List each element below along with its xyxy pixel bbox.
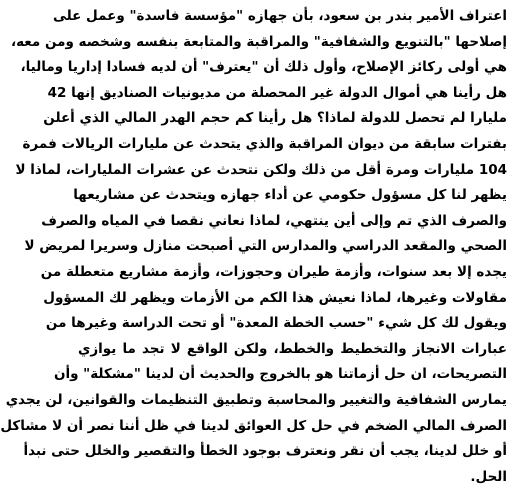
article-line-4: هل رأينا هي أموال الدولة غير المحصلة من مديونيات الصناديق إنها 42 xyxy=(47,84,507,101)
article-line-14: عبارات الانجاز والتخطيط والخطط، ولكن الواقع لا تجد ما يوازي xyxy=(78,340,507,357)
article-line-17: الصرف المالي الضخم في حل كل العوائق لدينا في ظل أننا نصر أن لا مشاكل xyxy=(0,417,507,434)
article-line-18: أو خلل لدينا، يجب أن نقر ونعترف بوجود الخطأ والتقصير والخلل حتى نبدأ xyxy=(23,443,507,460)
article-line-8: يظهر لنا كل مسؤول حكومي عن أداء جهازه ويتحدث عن مشاريعها xyxy=(73,187,507,204)
article-line-12: مقاولات وغيرها، لماذا نعيش هذا الكم من الأزمات ويظهر لك المسؤول xyxy=(43,289,507,306)
article-line-15: التصريحات، ان حل أزماتنا هو بالخروج والحديث أن لدينا "مشكلة" وأن xyxy=(53,366,507,383)
article-line-3: هي أولى ركائز الإصلاح، وأول ذلك أن "يعترف" أن لديه فسادا إداريا وماليا، xyxy=(20,59,507,76)
article-line-19: الحل. xyxy=(470,468,507,485)
article-line-5: مليارا لم تحصل للدولة لماذا؟ هل رأينا كم حجم الهدر المالي الذي أعلن xyxy=(43,110,507,127)
article-line-16: يمارس الشفافية والتغيير والمحاسبة وتطبيق التنظيمات والقوانين، لن يجدي xyxy=(5,391,507,408)
article-line-7: 104 مليارات ومرة أقل من ذلك ولكن نتحدث عن عشرات المليارات، لماذا لا xyxy=(15,161,507,178)
article-line-1: اعتراف الأمير بندر بن سعود، بأن جهازه "مؤسسة فاسدة" وعمل على xyxy=(52,8,507,24)
article-line-9: والصرف الذي تم وإلى أين ينتهي، لماذا نعاني نقصا في المياه والصرف xyxy=(41,212,507,229)
article-line-13: ويقول لك كل شيء "حسب الخطة المعدة" أو تحت الدراسة وغيرها من xyxy=(45,315,507,332)
article-line-10: الصحي والمقعد الدراسي والمدارس التي أصبحت منازل وسريرا لمريض لا xyxy=(24,238,507,255)
article-line-6: بفترات سابقة من ديوان المراقبة والذي يتحدث عن مليارات الريالات فمرة xyxy=(22,135,507,152)
article-body xyxy=(0,4,507,490)
article-line-11: يجده إلا بعد سنوات، وأزمة طيران وحجوزات، وأزمة مشاريع متعطلة من xyxy=(40,263,507,280)
article-line-2: إصلاحها "بالتنويع والشفافية" والمراقبة والمتابعة بنفسه وشخصه ومن معه، xyxy=(10,33,507,50)
